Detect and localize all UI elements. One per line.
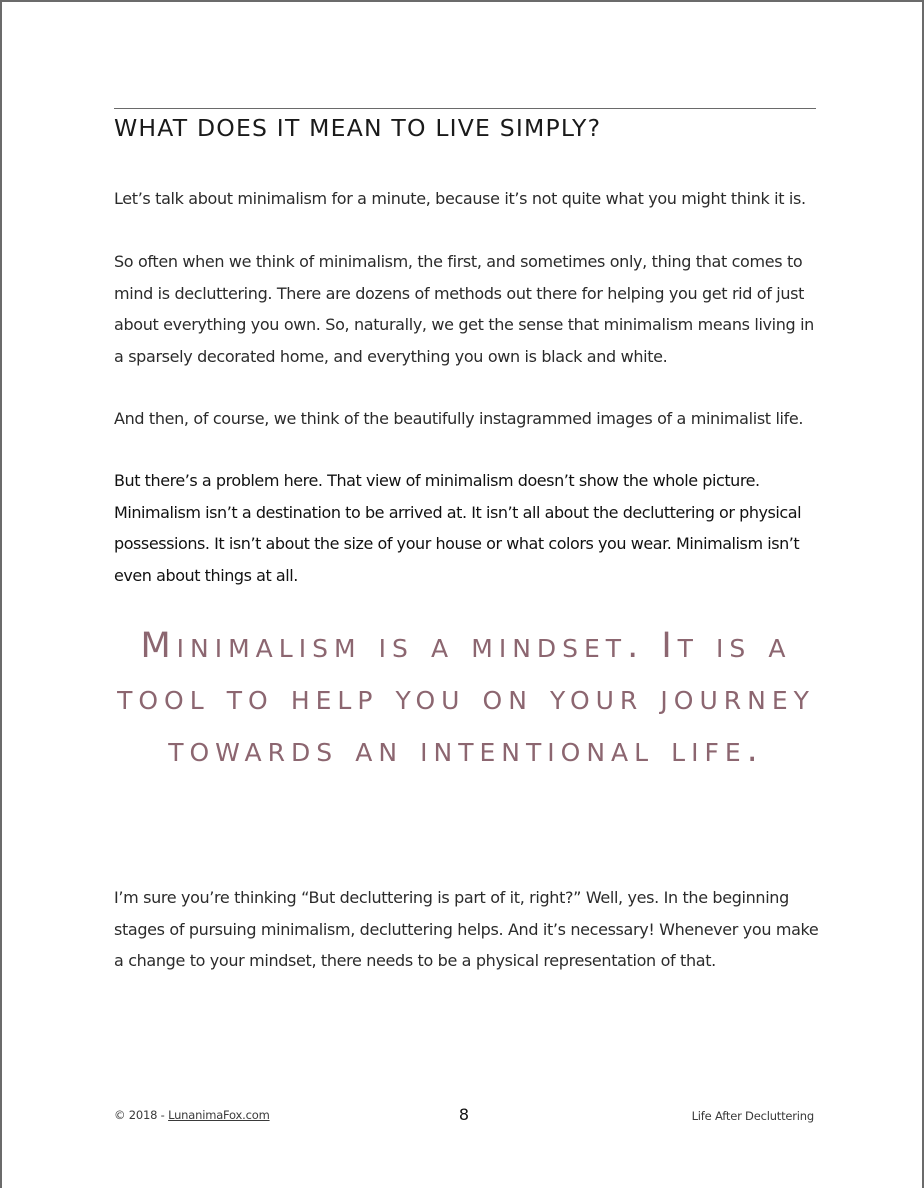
footer-copyright [114,1108,270,1122]
site-link[interactable]: LunanimaFox.com [168,1108,270,1122]
section-heading: WHAT DOES IT MEAN TO LIVE SIMPLY? [114,114,602,142]
document-page [2,2,922,1188]
heading-rule [114,108,816,109]
footer-book-title: Life After Decluttering [691,1109,814,1123]
paragraph-problem: But there’s a problem here. That view of minimalism doesn’t show the whole picture. Minimalism isn’t a destination to be arrived at. It isn’t all about the decluttering or physical possessions. It isn’t about the size of your house or what colors you wear. Minimalism isn’t even about things at all. [114,471,802,585]
pull-quote: Minimalism is a mindset. It is a tool to help you on your journey towards an intentional life. [117,626,815,770]
paragraph-instagram: And then, of course, we think of the beautifully instagrammed images of a minimalist life. [114,409,804,428]
paragraph-necessary: I’m sure you’re thinking “But decluttering is part of it, right?” Well, yes. In the beginning stages of pursuing minimalism, decluttering helps. And it’s necessary! Whenever you make a change to your mindset, there needs to be a physical representation of that. [114,888,819,970]
copyright-text: © 2018 - [114,1108,169,1122]
page-number: 8 [458,1105,470,1124]
paragraph-decluttering: So often when we think of minimalism, the first, and sometimes only, thing that comes to mind is decluttering. There are dozens of methods out there for helping you get rid of just about everything you own. So, naturally, we get the sense that minimalism means living in a sparsely decorated home, and everything you own is black and white. [114,252,814,366]
paragraph-intro: Let’s talk about minimalism for a minute, because it’s not quite what you might think it is. [114,189,806,208]
